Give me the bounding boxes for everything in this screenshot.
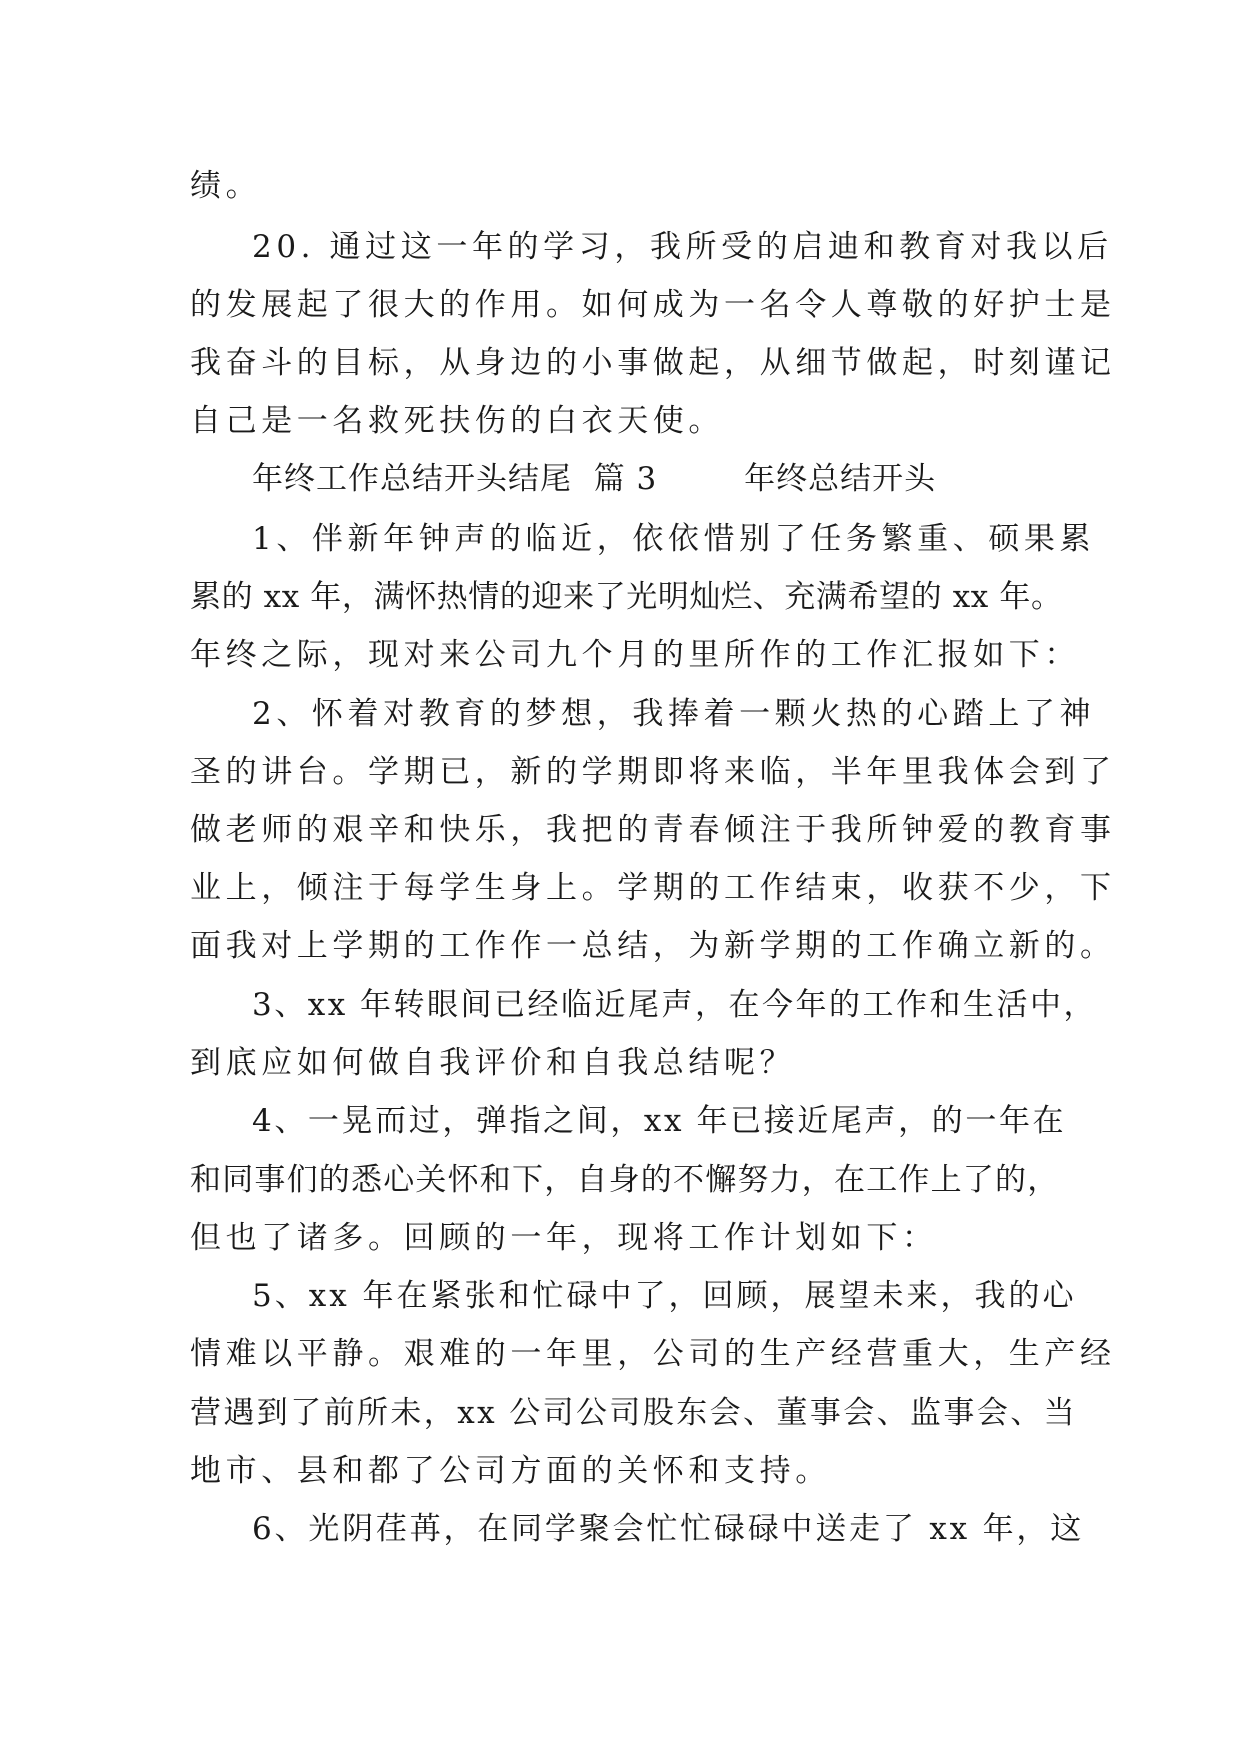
text-line-14: 面我对上学期的工作作一总结，为新学期的工作确立新的。 — [190, 928, 1116, 964]
text-line-18: 和同事们的悉心关怀和下，自身的不懈努力，在工作上了的， — [190, 1162, 1060, 1198]
text-line-9: 年终之际，现对来公司九个月的里所作的工作汇报如下： — [190, 637, 1080, 673]
text-line-19: 但也了诸多。回顾的一年，现将工作计划如下： — [190, 1220, 938, 1256]
section-heading: 年终工作总结开头结尾 篇 3 年终总结开头 — [252, 461, 937, 497]
text-line-13: 业上，倾注于每学生身上。学期的工作结束，收获不少，下 — [190, 870, 1116, 906]
text-line-23: 地市、县和都了公司方面的关怀和支持。 — [190, 1453, 831, 1489]
text-line-15: 3、xx 年转眼间已经临近尾声，在今年的工作和生活中， — [252, 987, 1098, 1023]
text-line-7: 1、伴新年钟声的临近，依依惜别了任务繁重、硕果累 — [252, 521, 1096, 557]
text-line-16: 到底应如何做自我评价和自我总结呢？ — [190, 1045, 796, 1081]
text-line-21: 情难以平静。艰难的一年里，公司的生产经营重大，生产经 — [190, 1336, 1116, 1372]
text-line-20: 5、xx 年在紧张和忙碌中了，回顾，展望未来，我的心 — [252, 1278, 1077, 1314]
text-line-17: 4、一晃而过，弹指之间，xx 年已接近尾声，的一年在 — [252, 1103, 1067, 1139]
text-line-8: 累的 xx 年，满怀热情的迎来了光明灿烂、充满希望的 xx 年。 — [190, 579, 1063, 615]
text-line-2: 20. 通过这一年的学习，我所受的启迪和教育对我以后 — [252, 229, 1113, 265]
text-line-4: 我奋斗的目标，从身边的小事做起，从细节做起，时刻谨记 — [190, 345, 1116, 381]
text-line-24: 6、光阴荏苒，在同学聚会忙忙碌碌中送走了 xx 年，这 — [252, 1511, 1084, 1547]
text-line-12: 做老师的艰辛和快乐，我把的青春倾注于我所钟爱的教育事 — [190, 812, 1116, 848]
text-line-22: 营遇到了前所未，xx 公司公司股东会、董事会、监事会、当 — [190, 1395, 1078, 1431]
text-line-1: 绩。 — [190, 168, 262, 204]
text-line-3: 的发展起了很大的作用。如何成为一名令人尊敬的好护士是 — [190, 287, 1116, 323]
text-line-11: 圣的讲台。学期已，新的学期即将来临，半年里我体会到了 — [190, 754, 1116, 790]
text-line-10: 2、怀着对教育的梦想，我捧着一颗火热的心踏上了神 — [252, 696, 1096, 732]
text-line-5: 自己是一名救死扶伤的白衣天使。 — [190, 403, 724, 439]
